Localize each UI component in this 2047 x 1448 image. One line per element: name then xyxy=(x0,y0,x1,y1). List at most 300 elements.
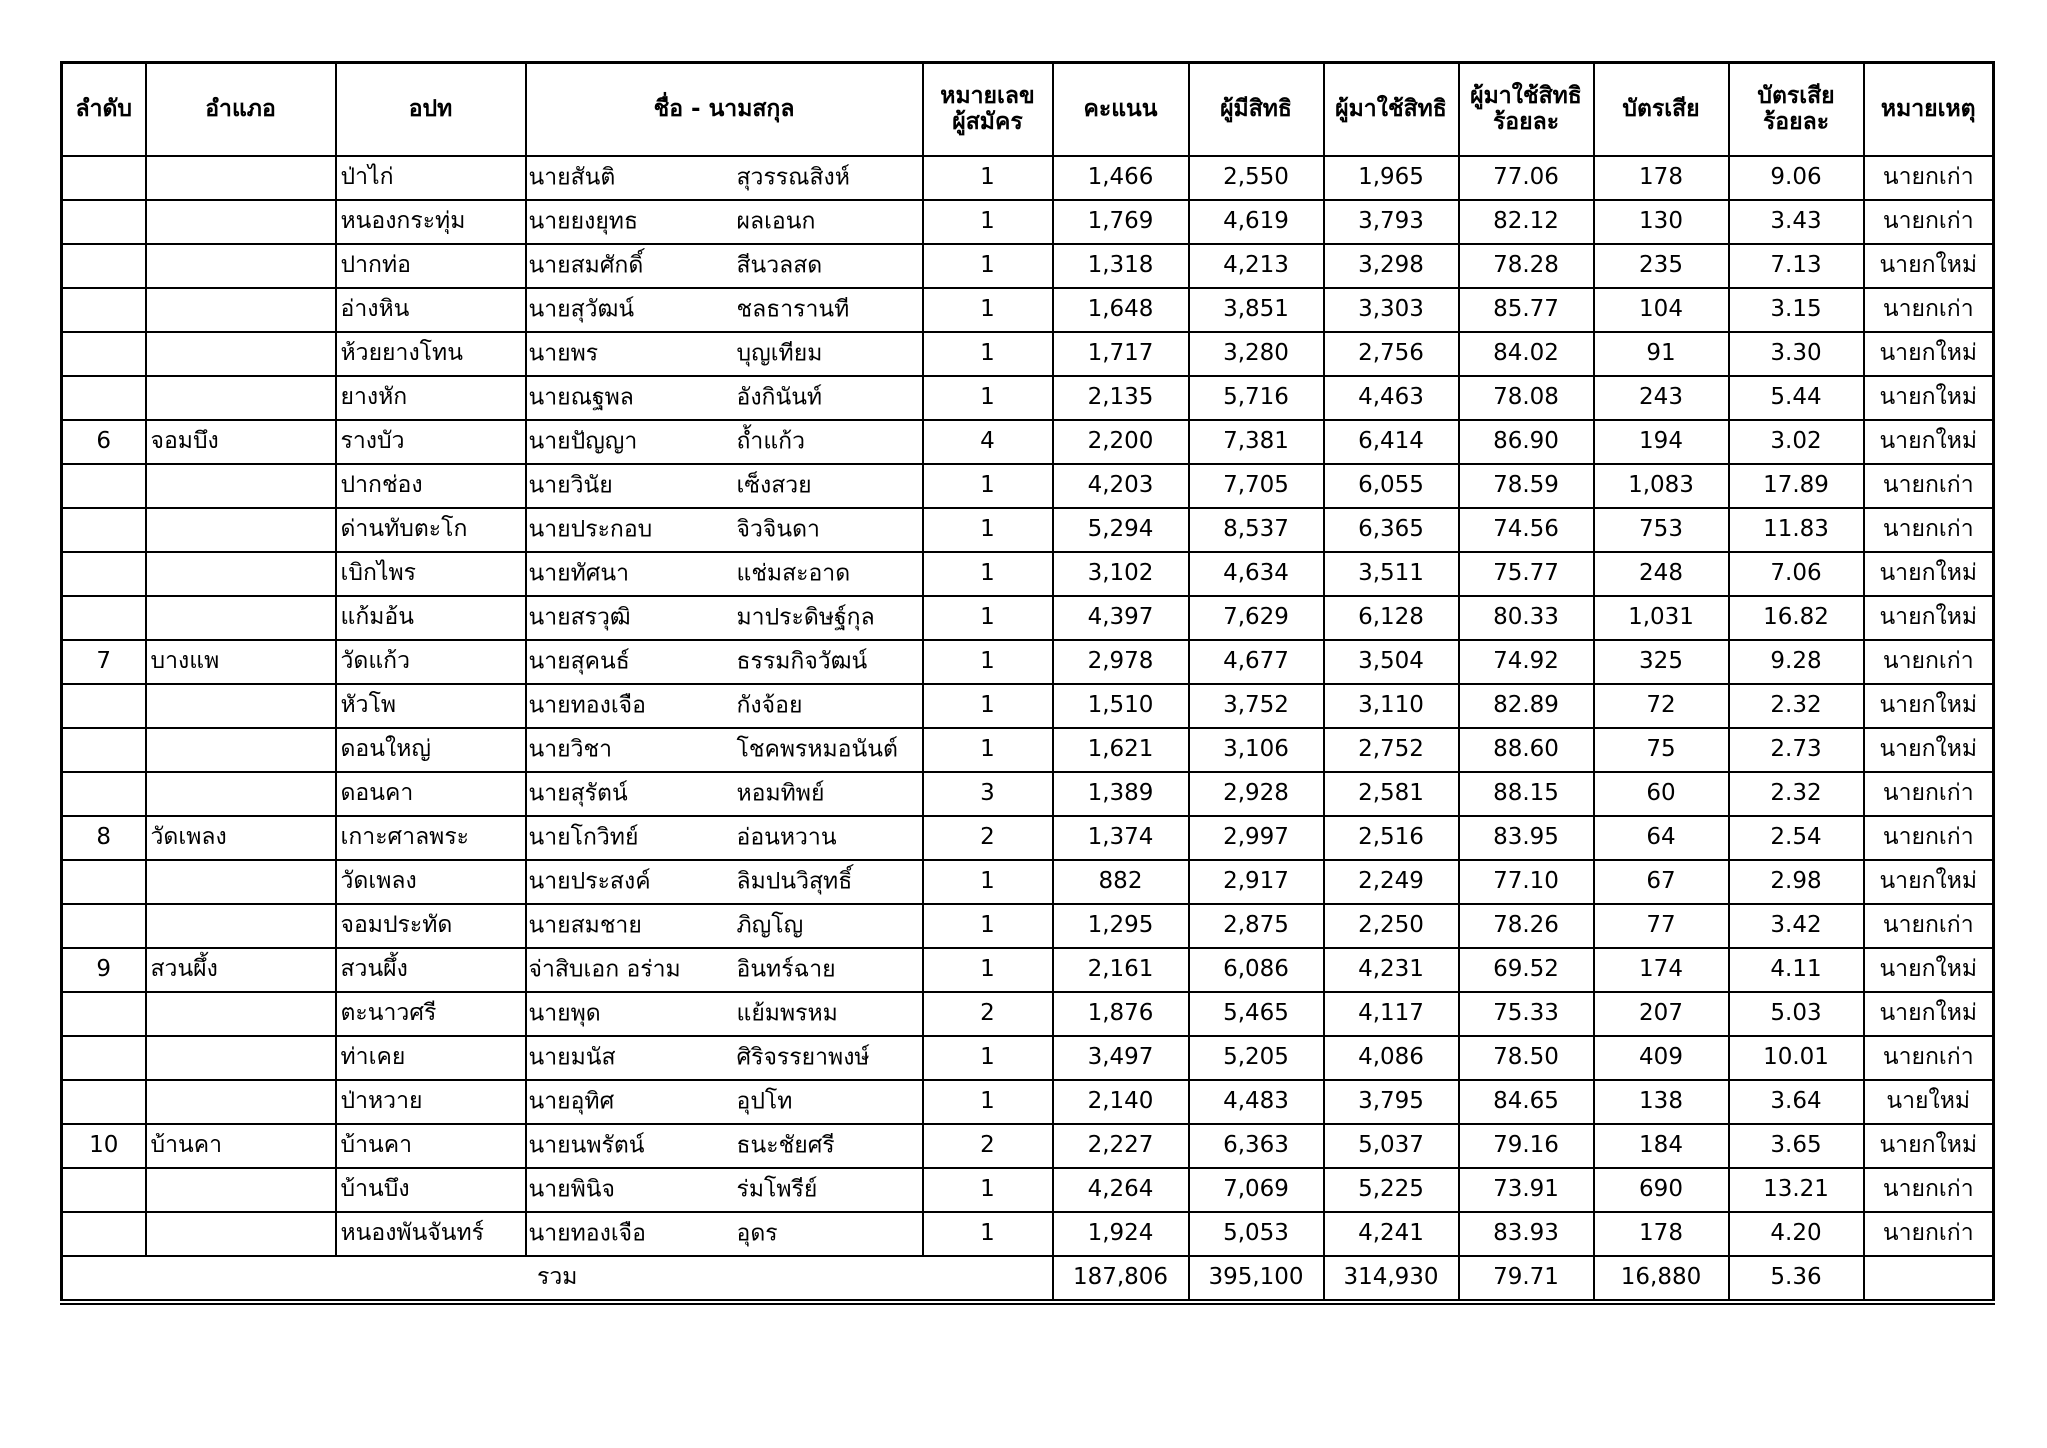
cell-void: 194 xyxy=(1594,420,1729,464)
cell-full-name xyxy=(526,728,923,772)
cell-note: นายใหม่ xyxy=(1864,1080,1994,1124)
cell-eligible: 4,634 xyxy=(1189,552,1324,596)
last-name: ร่มโพรีย์ xyxy=(736,1176,818,1203)
cell-void-percent: 2.54 xyxy=(1729,816,1864,860)
last-name: อุปโท xyxy=(736,1088,793,1115)
cell-void: 91 xyxy=(1594,332,1729,376)
cell-eligible: 3,752 xyxy=(1189,684,1324,728)
last-name: จิวจินดา xyxy=(736,516,820,543)
header-note: หมายเหตุ xyxy=(1864,63,1994,157)
cell-void: 104 xyxy=(1594,288,1729,332)
cell-district xyxy=(146,1212,336,1256)
cell-note: นายกใหม่ xyxy=(1864,728,1994,772)
cell-sao: แก้มอ้น xyxy=(336,596,526,640)
cell-full-name xyxy=(526,200,923,244)
cell-eligible: 2,550 xyxy=(1189,156,1324,200)
cell-district: จอมบึง xyxy=(146,420,336,464)
cell-turnout: 74.92 xyxy=(1459,640,1594,684)
cell-order xyxy=(62,860,146,904)
cell-note: นายกใหม่ xyxy=(1864,860,1994,904)
last-name: เซ็งสวย xyxy=(736,472,812,499)
first-name: นายสรวุฒิ xyxy=(528,604,631,631)
cell-turnout: 69.52 xyxy=(1459,948,1594,992)
cell-turnout: 77.06 xyxy=(1459,156,1594,200)
header-void-percent-line2: ร้อยละ xyxy=(1762,108,1830,135)
cell-void-percent: 7.06 xyxy=(1729,552,1864,596)
table-row xyxy=(62,948,1994,992)
cell-void: 325 xyxy=(1594,640,1729,684)
cell-order xyxy=(62,464,146,508)
cell-order xyxy=(62,728,146,772)
header-candidate-number-line1: หมายเลข xyxy=(940,83,1035,110)
cell-score: 2,140 xyxy=(1053,1080,1189,1124)
results-table xyxy=(60,61,1995,1305)
cell-eligible: 7,705 xyxy=(1189,464,1324,508)
cell-score: 1,769 xyxy=(1053,200,1189,244)
cell-full-name xyxy=(526,332,923,376)
cell-void: 243 xyxy=(1594,376,1729,420)
cell-full-name xyxy=(526,508,923,552)
cell-full-name xyxy=(526,904,923,948)
table-row xyxy=(62,376,1994,420)
cell-full-name xyxy=(526,1168,923,1212)
cell-sao: สวนผึ้ง xyxy=(336,948,526,992)
first-name: นายสันติ xyxy=(528,164,616,191)
cell-order xyxy=(62,508,146,552)
total-turnout: 79.71 xyxy=(1459,1256,1594,1302)
last-name: ถ้ำแก้ว xyxy=(736,428,806,455)
cell-sao: บ้านคา xyxy=(336,1124,526,1168)
header-row xyxy=(62,63,1994,157)
total-voters: 314,930 xyxy=(1324,1256,1459,1302)
cell-voters: 6,414 xyxy=(1324,420,1459,464)
cell-void: 184 xyxy=(1594,1124,1729,1168)
first-name: นายสมศักดิ์ xyxy=(528,252,644,279)
cell-order xyxy=(62,684,146,728)
cell-score: 4,264 xyxy=(1053,1168,1189,1212)
cell-sao: อ่างหิน xyxy=(336,288,526,332)
cell-turnout: 75.77 xyxy=(1459,552,1594,596)
cell-sao: รางบัว xyxy=(336,420,526,464)
first-name: นายทองเจือ xyxy=(528,1220,646,1247)
cell-district xyxy=(146,552,336,596)
cell-void-percent: 17.89 xyxy=(1729,464,1864,508)
table-row xyxy=(62,1080,1994,1124)
cell-void: 178 xyxy=(1594,156,1729,200)
cell-turnout: 78.50 xyxy=(1459,1036,1594,1080)
cell-score: 1,876 xyxy=(1053,992,1189,1036)
cell-voters: 3,511 xyxy=(1324,552,1459,596)
header-voters: ผู้มาใช้สิทธิ xyxy=(1324,63,1459,157)
cell-void: 75 xyxy=(1594,728,1729,772)
cell-voters: 3,110 xyxy=(1324,684,1459,728)
cell-void: 138 xyxy=(1594,1080,1729,1124)
cell-void-percent: 3.15 xyxy=(1729,288,1864,332)
cell-void-percent: 3.30 xyxy=(1729,332,1864,376)
cell-voters: 3,303 xyxy=(1324,288,1459,332)
cell-void: 690 xyxy=(1594,1168,1729,1212)
cell-full-name xyxy=(526,376,923,420)
cell-order: 6 xyxy=(62,420,146,464)
cell-voters: 3,795 xyxy=(1324,1080,1459,1124)
cell-sao: เบิกไพร xyxy=(336,552,526,596)
cell-note: นายกใหม่ xyxy=(1864,1124,1994,1168)
cell-district: บ้านคา xyxy=(146,1124,336,1168)
cell-eligible: 3,851 xyxy=(1189,288,1324,332)
cell-void-percent: 4.11 xyxy=(1729,948,1864,992)
cell-voters: 4,463 xyxy=(1324,376,1459,420)
cell-turnout: 78.59 xyxy=(1459,464,1594,508)
cell-district xyxy=(146,684,336,728)
last-name: หอมทิพย์ xyxy=(736,780,825,807)
first-name: นายพร xyxy=(528,340,599,367)
cell-candidate-number: 1 xyxy=(923,200,1053,244)
cell-candidate-number: 1 xyxy=(923,332,1053,376)
cell-full-name xyxy=(526,464,923,508)
cell-eligible: 2,997 xyxy=(1189,816,1324,860)
cell-note: นายกใหม่ xyxy=(1864,684,1994,728)
cell-score: 5,294 xyxy=(1053,508,1189,552)
cell-district xyxy=(146,200,336,244)
cell-turnout: 73.91 xyxy=(1459,1168,1594,1212)
cell-score: 1,510 xyxy=(1053,684,1189,728)
cell-turnout: 84.02 xyxy=(1459,332,1594,376)
cell-district xyxy=(146,992,336,1036)
cell-void: 72 xyxy=(1594,684,1729,728)
header-sao: อปท xyxy=(336,63,526,157)
cell-candidate-number: 1 xyxy=(923,376,1053,420)
last-name: ชลธารานที xyxy=(736,296,850,323)
cell-candidate-number: 1 xyxy=(923,1036,1053,1080)
cell-order: 8 xyxy=(62,816,146,860)
cell-void-percent: 5.44 xyxy=(1729,376,1864,420)
table-row xyxy=(62,552,1994,596)
last-name: อ่อนหวาน xyxy=(736,824,837,851)
cell-candidate-number: 1 xyxy=(923,508,1053,552)
first-name: นายวิชา xyxy=(528,736,613,763)
cell-score: 1,318 xyxy=(1053,244,1189,288)
cell-note: นายกใหม่ xyxy=(1864,244,1994,288)
cell-score: 2,161 xyxy=(1053,948,1189,992)
cell-sao: เกาะศาลพระ xyxy=(336,816,526,860)
table-row xyxy=(62,332,1994,376)
first-name: นายสุคนธ์ xyxy=(528,648,630,675)
last-name: ภิญโญ xyxy=(736,912,804,939)
cell-order xyxy=(62,376,146,420)
cell-void: 64 xyxy=(1594,816,1729,860)
last-name: แช่มสะอาด xyxy=(736,560,851,587)
cell-voters: 3,504 xyxy=(1324,640,1459,684)
table-row xyxy=(62,1168,1994,1212)
total-void-percent: 5.36 xyxy=(1729,1256,1864,1302)
cell-candidate-number: 1 xyxy=(923,684,1053,728)
cell-score: 2,200 xyxy=(1053,420,1189,464)
cell-turnout: 78.28 xyxy=(1459,244,1594,288)
cell-eligible: 5,205 xyxy=(1189,1036,1324,1080)
cell-candidate-number: 2 xyxy=(923,1124,1053,1168)
first-name: นายสมชาย xyxy=(528,912,642,939)
cell-district: วัดเพลง xyxy=(146,816,336,860)
cell-note: นายกเก่า xyxy=(1864,1168,1994,1212)
header-candidate-number-line2: ผู้สมัคร xyxy=(952,108,1023,135)
cell-sao: บ้านบึง xyxy=(336,1168,526,1212)
header-order: ลำดับ xyxy=(62,63,146,157)
cell-void: 1,031 xyxy=(1594,596,1729,640)
cell-score: 2,227 xyxy=(1053,1124,1189,1168)
total-void: 16,880 xyxy=(1594,1256,1729,1302)
cell-order xyxy=(62,244,146,288)
cell-note: นายกเก่า xyxy=(1864,288,1994,332)
cell-score: 3,497 xyxy=(1053,1036,1189,1080)
cell-note: นายกใหม่ xyxy=(1864,420,1994,464)
cell-sao: ป่าหวาย xyxy=(336,1080,526,1124)
cell-void: 207 xyxy=(1594,992,1729,1036)
cell-full-name xyxy=(526,156,923,200)
last-name: ผลเอนก xyxy=(736,208,816,235)
table-row xyxy=(62,816,1994,860)
cell-void: 235 xyxy=(1594,244,1729,288)
table-row xyxy=(62,420,1994,464)
cell-district xyxy=(146,596,336,640)
cell-candidate-number: 2 xyxy=(923,992,1053,1036)
cell-void: 248 xyxy=(1594,552,1729,596)
cell-candidate-number: 2 xyxy=(923,816,1053,860)
cell-order xyxy=(62,596,146,640)
cell-full-name xyxy=(526,1036,923,1080)
cell-candidate-number: 1 xyxy=(923,464,1053,508)
cell-voters: 2,581 xyxy=(1324,772,1459,816)
cell-sao: หัวโพ xyxy=(336,684,526,728)
last-name: ลิมปนวิสุทธิ์ xyxy=(736,868,853,895)
cell-void-percent: 3.65 xyxy=(1729,1124,1864,1168)
cell-order: 9 xyxy=(62,948,146,992)
first-name: นายทัศนา xyxy=(528,560,630,587)
cell-void: 1,083 xyxy=(1594,464,1729,508)
cell-eligible: 5,716 xyxy=(1189,376,1324,420)
election-results-sheet xyxy=(60,61,1992,1305)
cell-voters: 2,756 xyxy=(1324,332,1459,376)
cell-full-name xyxy=(526,420,923,464)
cell-voters: 5,037 xyxy=(1324,1124,1459,1168)
cell-order xyxy=(62,992,146,1036)
cell-void-percent: 10.01 xyxy=(1729,1036,1864,1080)
cell-district xyxy=(146,244,336,288)
cell-score: 2,135 xyxy=(1053,376,1189,420)
cell-void-percent: 3.02 xyxy=(1729,420,1864,464)
cell-order xyxy=(62,332,146,376)
cell-void-percent: 7.13 xyxy=(1729,244,1864,288)
cell-eligible: 7,069 xyxy=(1189,1168,1324,1212)
cell-order xyxy=(62,156,146,200)
cell-candidate-number: 1 xyxy=(923,596,1053,640)
table-row xyxy=(62,244,1994,288)
cell-order xyxy=(62,552,146,596)
cell-district xyxy=(146,904,336,948)
table-row xyxy=(62,1212,1994,1256)
table-row xyxy=(62,1036,1994,1080)
first-name: นายวินัย xyxy=(528,472,613,499)
first-name: นายสุรัตน์ xyxy=(528,780,628,807)
header-turnout-line1: ผู้มาใช้สิทธิ xyxy=(1470,83,1582,110)
table-body xyxy=(62,156,1994,1256)
total-note xyxy=(1864,1256,1994,1302)
header-district: อำแภอ xyxy=(146,63,336,157)
cell-district xyxy=(146,1036,336,1080)
cell-note: นายกเก่า xyxy=(1864,156,1994,200)
cell-sao: ปากท่อ xyxy=(336,244,526,288)
cell-full-name xyxy=(526,1124,923,1168)
cell-eligible: 6,086 xyxy=(1189,948,1324,992)
cell-eligible: 2,917 xyxy=(1189,860,1324,904)
first-name: นายนพรัตน์ xyxy=(528,1132,645,1159)
table-row xyxy=(62,464,1994,508)
cell-note: นายกเก่า xyxy=(1864,1212,1994,1256)
cell-turnout: 77.10 xyxy=(1459,860,1594,904)
cell-sao: วัดเพลง xyxy=(336,860,526,904)
cell-voters: 4,241 xyxy=(1324,1212,1459,1256)
cell-district: บางแพ xyxy=(146,640,336,684)
cell-note: นายกเก่า xyxy=(1864,508,1994,552)
cell-void: 753 xyxy=(1594,508,1729,552)
cell-eligible: 7,629 xyxy=(1189,596,1324,640)
cell-note: นายกใหม่ xyxy=(1864,992,1994,1036)
cell-district xyxy=(146,728,336,772)
cell-eligible: 6,363 xyxy=(1189,1124,1324,1168)
cell-voters: 4,086 xyxy=(1324,1036,1459,1080)
cell-order xyxy=(62,1080,146,1124)
cell-turnout: 78.26 xyxy=(1459,904,1594,948)
table-row xyxy=(62,200,1994,244)
cell-voters: 4,117 xyxy=(1324,992,1459,1036)
cell-full-name xyxy=(526,684,923,728)
cell-voters: 6,055 xyxy=(1324,464,1459,508)
cell-score: 4,397 xyxy=(1053,596,1189,640)
cell-score: 1,621 xyxy=(1053,728,1189,772)
cell-turnout: 75.33 xyxy=(1459,992,1594,1036)
cell-eligible: 5,465 xyxy=(1189,992,1324,1036)
cell-voters: 3,793 xyxy=(1324,200,1459,244)
cell-district xyxy=(146,508,336,552)
cell-void: 67 xyxy=(1594,860,1729,904)
cell-full-name xyxy=(526,640,923,684)
total-row xyxy=(62,1256,1994,1302)
cell-voters: 2,752 xyxy=(1324,728,1459,772)
cell-district xyxy=(146,772,336,816)
header-void-percent xyxy=(1729,63,1864,157)
cell-candidate-number: 1 xyxy=(923,904,1053,948)
cell-candidate-number: 4 xyxy=(923,420,1053,464)
cell-void: 409 xyxy=(1594,1036,1729,1080)
cell-void-percent: 4.20 xyxy=(1729,1212,1864,1256)
last-name: สุวรรณสิงห์ xyxy=(736,164,850,191)
first-name: นายปัญญา xyxy=(528,428,638,455)
cell-order xyxy=(62,1212,146,1256)
cell-candidate-number: 1 xyxy=(923,1080,1053,1124)
cell-candidate-number: 1 xyxy=(923,860,1053,904)
cell-eligible: 5,053 xyxy=(1189,1212,1324,1256)
cell-void-percent: 2.32 xyxy=(1729,684,1864,728)
cell-turnout: 82.89 xyxy=(1459,684,1594,728)
last-name: ศิริจรรยาพงษ์ xyxy=(736,1044,870,1071)
cell-district xyxy=(146,376,336,420)
cell-voters: 6,365 xyxy=(1324,508,1459,552)
cell-district xyxy=(146,156,336,200)
cell-turnout: 83.95 xyxy=(1459,816,1594,860)
cell-candidate-number: 1 xyxy=(923,244,1053,288)
cell-note: นายกเก่า xyxy=(1864,200,1994,244)
cell-void-percent: 3.64 xyxy=(1729,1080,1864,1124)
last-name: สีนวลสด xyxy=(736,252,823,279)
cell-void-percent: 5.03 xyxy=(1729,992,1864,1036)
first-name: นายณฐพล xyxy=(528,384,634,411)
cell-sao: ท่าเคย xyxy=(336,1036,526,1080)
cell-full-name xyxy=(526,552,923,596)
cell-full-name xyxy=(526,1212,923,1256)
header-score: คะแนน xyxy=(1053,63,1189,157)
cell-voters: 3,298 xyxy=(1324,244,1459,288)
cell-note: นายกใหม่ xyxy=(1864,376,1994,420)
cell-district xyxy=(146,288,336,332)
cell-sao: ด่านทับตะโก xyxy=(336,508,526,552)
header-void-percent-line1: บัตรเสีย xyxy=(1757,83,1835,110)
cell-candidate-number: 1 xyxy=(923,156,1053,200)
cell-candidate-number: 1 xyxy=(923,1212,1053,1256)
table-row xyxy=(62,860,1994,904)
cell-full-name xyxy=(526,948,923,992)
cell-order: 7 xyxy=(62,640,146,684)
table-row xyxy=(62,772,1994,816)
cell-candidate-number: 1 xyxy=(923,1168,1053,1212)
cell-sao: ดอนคา xyxy=(336,772,526,816)
cell-void-percent: 3.43 xyxy=(1729,200,1864,244)
first-name: นายพุด xyxy=(528,1000,601,1027)
cell-turnout: 85.77 xyxy=(1459,288,1594,332)
cell-sao: ห้วยยางโทน xyxy=(336,332,526,376)
cell-note: นายกใหม่ xyxy=(1864,596,1994,640)
cell-district xyxy=(146,464,336,508)
last-name: อินทร์ฉาย xyxy=(736,956,836,983)
cell-void: 77 xyxy=(1594,904,1729,948)
cell-voters: 2,250 xyxy=(1324,904,1459,948)
cell-score: 1,648 xyxy=(1053,288,1189,332)
cell-order xyxy=(62,1036,146,1080)
cell-eligible: 4,213 xyxy=(1189,244,1324,288)
cell-note: นายกเก่า xyxy=(1864,816,1994,860)
cell-district xyxy=(146,332,336,376)
table-row xyxy=(62,288,1994,332)
cell-sao: ตะนาวศรี xyxy=(336,992,526,1036)
last-name: อุดร xyxy=(736,1220,778,1247)
cell-note: นายกเก่า xyxy=(1864,772,1994,816)
last-name: บุญเทียม xyxy=(736,340,823,367)
cell-void-percent: 2.98 xyxy=(1729,860,1864,904)
last-name: ธรรมกิจวัฒน์ xyxy=(736,648,868,675)
cell-full-name xyxy=(526,860,923,904)
cell-voters: 4,231 xyxy=(1324,948,1459,992)
cell-sao: หนองกระทุ่ม xyxy=(336,200,526,244)
cell-candidate-number: 1 xyxy=(923,948,1053,992)
first-name: นายประสงค์ xyxy=(528,868,651,895)
last-name: กังจ้อย xyxy=(736,692,803,719)
cell-candidate-number: 1 xyxy=(923,552,1053,596)
cell-turnout: 84.65 xyxy=(1459,1080,1594,1124)
cell-order xyxy=(62,904,146,948)
last-name: มาประดิษฐ์กุล xyxy=(736,604,875,631)
cell-turnout: 74.56 xyxy=(1459,508,1594,552)
cell-turnout: 83.93 xyxy=(1459,1212,1594,1256)
cell-full-name xyxy=(526,816,923,860)
cell-district xyxy=(146,1080,336,1124)
